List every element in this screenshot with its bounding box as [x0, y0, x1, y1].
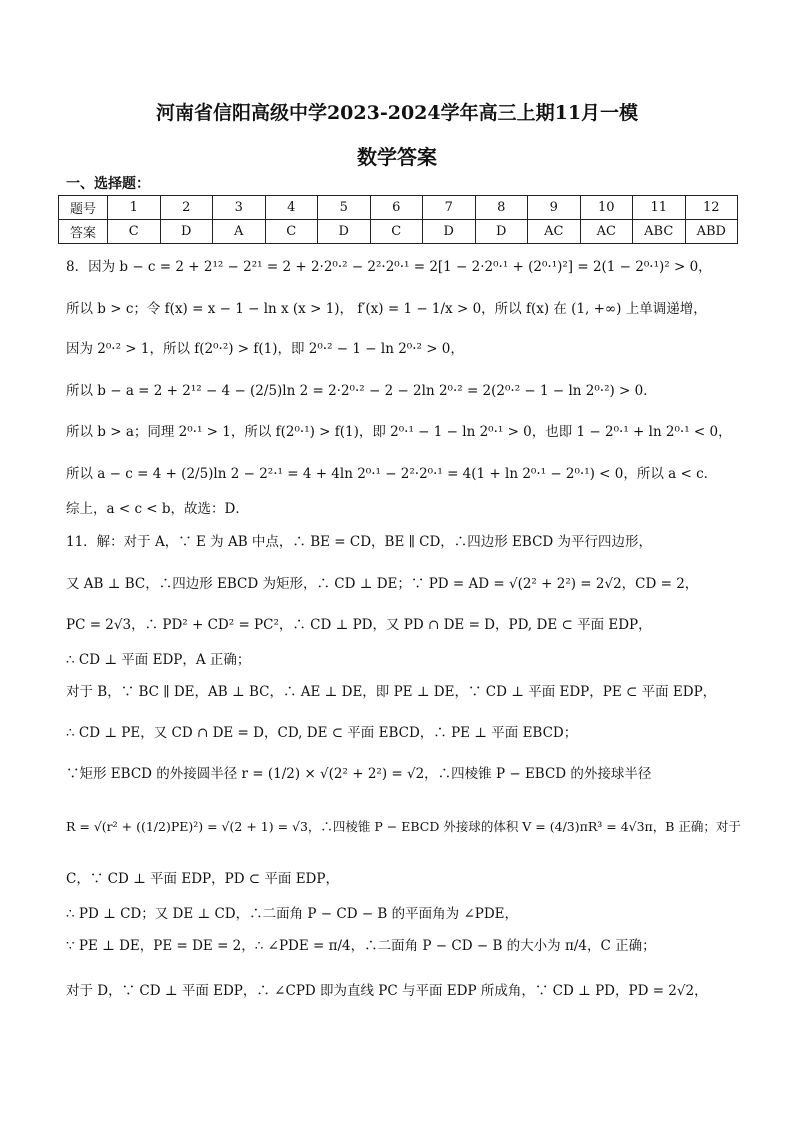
solution-line: 对于 D，∵ CD ⊥ 平面 EDP，∴ ∠CPD 即为直线 PC 与平面 EDP 所成角，∵ CD ⊥ PD，PD = 2√2，	[66, 983, 708, 999]
section-heading: 一、选择题：	[66, 176, 150, 192]
solution-line: ∴ CD ⊥ PE，又 CD ∩ DE = D，CD, DE ⊂ 平面 EBCD，∴ PE ⊥ 平面 EBCD；	[66, 725, 578, 741]
answer-table	[58, 195, 738, 244]
table-cell: ABD	[685, 220, 738, 244]
table-cell: D	[318, 220, 371, 244]
table-cell: D	[423, 220, 476, 244]
solution-line: ∴ PD ⊥ CD；又 DE ⊥ CD，∴二面角 P − CD − B 的平面角为 ∠PDE，	[66, 906, 519, 922]
solution-line: 又 AB ⊥ BC，∴四边形 EBCD 为矩形，∴ CD ⊥ DE；∵ PD = AD = √(2² + 2²) = 2√2，CD = 2，	[66, 576, 699, 592]
table-cell: 2	[160, 196, 213, 220]
solution-line: 因为 2⁰·² > 1，所以 f(2⁰·²) > f(1)，即 2⁰·² − 1 − ln 2⁰·² > 0，	[66, 341, 464, 357]
table-cell: 10	[580, 196, 633, 220]
table-cell: C	[370, 220, 423, 244]
table-cell: 11	[633, 196, 686, 220]
solution-line: ∵矩形 EBCD 的外接圆半径 r = (1/2) × √(2² + 2²) = √2，∴四棱锥 P − EBCD 的外接球半径	[66, 766, 652, 782]
table-cell: A	[213, 220, 266, 244]
solution-line: 11．解：对于 A，∵ E 为 AB 中点，∴ BE = CD，BE ∥ CD，∴四边形 EBCD 为平行四边形，	[66, 534, 653, 550]
solution-line: R = √(r² + ((1/2)PE)²) = √(2 + 1) = √3，∴四棱锥 P − EBCD 外接球的体积 V = (4/3)πR³ = 4√3π，B 正确；对于	[66, 819, 741, 834]
table-row-numbers	[59, 196, 738, 220]
solution-line: 所以 b − a = 2 + 2¹² − 4 − (2/5)ln 2 = 2·2⁰·² − 2 − 2ln 2⁰·² = 2(2⁰·² − 1 − ln 2⁰·²) > 0．	[66, 383, 657, 399]
table-cell: 1	[108, 196, 161, 220]
solution-line: 综上，a < c < b，故选：D．	[66, 501, 249, 517]
table-cell: C	[265, 220, 318, 244]
table-row-answers	[59, 220, 738, 244]
table-cell: 9	[528, 196, 581, 220]
table-cell: 5	[318, 196, 371, 220]
table-cell: 8	[475, 196, 528, 220]
table-cell: 6	[370, 196, 423, 220]
table-cell: D	[475, 220, 528, 244]
table-cell: 3	[213, 196, 266, 220]
table-cell: 12	[685, 196, 738, 220]
row-label: 答案	[59, 220, 108, 244]
page-subtitle: 数学答案	[357, 145, 437, 169]
solution-line: 所以 b > a；同理 2⁰·¹ > 1，所以 f(2⁰·¹) > f(1)，即 2⁰·¹ − 1 − ln 2⁰·¹ > 0，也即 1 − 2⁰·¹ + ln 2⁰·¹ < 0，	[66, 424, 732, 440]
table-cell: ABC	[633, 220, 686, 244]
page-title: 河南省信阳高级中学2023-2024学年高三上期11月一模	[155, 102, 639, 124]
solution-line: 8．因为 b − c = 2 + 2¹² − 2²¹ = 2 + 2·2⁰·² − 2²·2⁰·¹ = 2[1 − 2·2⁰·¹ + (2⁰·¹)²] = 2(1 − 2⁰·¹)² > 0，	[66, 259, 712, 275]
table-cell: 7	[423, 196, 476, 220]
table-cell: D	[160, 220, 213, 244]
solution-line: ∵ PE ⊥ DE，PE = DE = 2，∴ ∠PDE = π/4，∴二面角 P − CD − B 的大小为 π/4，C 正确；	[66, 938, 656, 954]
solution-line: 对于 B，∵ BC ∥ DE，AB ⊥ BC，∴ AE ⊥ DE，即 PE ⊥ DE，∵ CD ⊥ 平面 EDP，PE ⊂ 平面 EDP，	[66, 684, 717, 700]
solution-line: PC = 2√3，∴ PD² + CD² = PC²，∴ CD ⊥ PD，又 PD ∩ DE = D，PD, DE ⊂ 平面 EDP，	[66, 617, 652, 633]
table-cell: C	[108, 220, 161, 244]
solution-line: 所以 a − c = 4 + (2/5)ln 2 − 2²·¹ = 4 + 4ln 2⁰·¹ − 2²·2⁰·¹ = 4(1 + ln 2⁰·¹ − 2⁰·¹) < 0，所以 a < c．	[66, 466, 718, 482]
table-cell: AC	[528, 220, 581, 244]
solution-line: C，∵ CD ⊥ 平面 EDP，PD ⊂ 平面 EDP，	[66, 871, 339, 887]
solution-line: ∴ CD ⊥ 平面 EDP，A 正确；	[66, 652, 251, 668]
solution-line: 所以 b > c；令 f(x) = x − 1 − ln x (x > 1)， f′(x) = 1 − 1/x > 0，所以 f(x) 在 (1, +∞) 上单调递增，	[66, 301, 707, 317]
table-cell: AC	[580, 220, 633, 244]
row-label: 题号	[59, 196, 108, 220]
table-cell: 4	[265, 196, 318, 220]
